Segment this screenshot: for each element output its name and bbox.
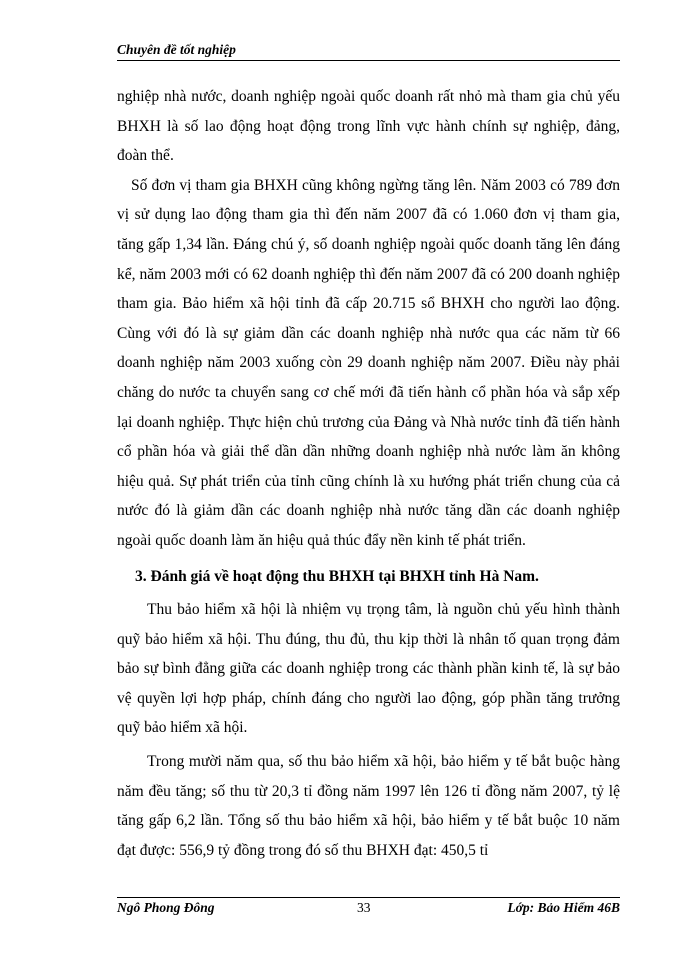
page-header-title: Chuyên đề tốt nghiệp [117, 42, 236, 57]
paragraph-collection-growth: Trong mười năm qua, số thu bảo hiểm xã hội, bảo hiểm y tế bắt buộc hàng năm đều tăng; số thu từ 20,3 tỉ đồng năm 1997 lên 126 tỉ đồng năm 2007, tỷ lệ tăng gấp 6,2 lần. Tổng số thu bảo hiểm xã hội, bảo hiểm y tế bắt buộc 10 năm đạt được: 556,9 tỷ đồng trong đó số thu BHXH đạt: 450,5 tỉ [117, 753, 620, 859]
body-text [117, 82, 620, 865]
footer-divider [117, 897, 620, 898]
section-heading: 3. Đánh giá về hoạt động thu BHXH tại BHXH tỉnh Hà Nam. [135, 567, 539, 585]
footer-class-name: Lớp: Bảo Hiểm 46B [507, 900, 620, 915]
paragraph-units-participation: Số đơn vị tham gia BHXH cũng không ngừng tăng lên. Năm 2003 có 789 đơn vị sử dụng lao động tham gia thì đến năm 2007 đã có 1.060 đơn vị tham gia, tăng gấp 1,34 lần. Đáng chú ý, số doanh nghiệp ngoài quốc doanh tăng lên đáng kể, năm 2003 mới có 62 doanh nghiệp thì đến năm 2007 đã có 200 doanh nghiệp tham gia. Bảo hiểm xã hội tỉnh đã cấp 20.715 sổ BHXH cho người lao động. Cùng với đó là sự giảm dần các doanh nghiệp nhà nước qua các năm từ 66 doanh nghiệp năm 2003 xuống còn 29 doanh nghiệp năm 2007. Điều này phải chăng do nước ta chuyển sang cơ chế mới đã tiến hành cổ phần hóa và sắp xếp lại doanh nghiệp. Thực hiện chủ trương của Đảng và Nhà nước tỉnh đã tiến hành cổ phần hóa và giải thể dần dần những doanh nghiệp nhà nước làm ăn không hiệu quả. Sự phát triển của tỉnh cũng chính là xu hướng phát triển chung của cả nước đó là giảm dần các doanh nghiệp nhà nước tăng dần các doanh nghiệp ngoài quốc doanh làm ăn hiệu quả thúc đẩy nền kinh tế phát triển. [117, 176, 620, 549]
page-footer [117, 900, 620, 920]
paragraph-collection-importance: Thu bảo hiểm xã hội là nhiệm vụ trọng tâm, là nguồn chủ yếu hình thành quỹ bảo hiểm xã hội. Thu đúng, thu đủ, thu kịp thời là nhân tố quan trọng đảm bảo sự bình đẳng giữa các doanh nghiệp trong các thành phần kinh tế, là sự bảo vệ quyền lợi hợp pháp, chính đáng cho người lao động, góp phần tăng trưởng quỹ bảo hiểm xã hội. [117, 601, 620, 737]
footer-author: Ngô Phong Đông [117, 900, 215, 915]
paragraph-continuation: nghiệp nhà nước, doanh nghiệp ngoài quốc doanh rất nhỏ mà tham gia chủ yếu BHXH là số lao động hoạt động trong lĩnh vực hành chính sự nghiệp, đảng, đoàn thể. [117, 88, 620, 165]
footer-page-number: 33 [357, 900, 371, 915]
header-divider [117, 60, 620, 61]
